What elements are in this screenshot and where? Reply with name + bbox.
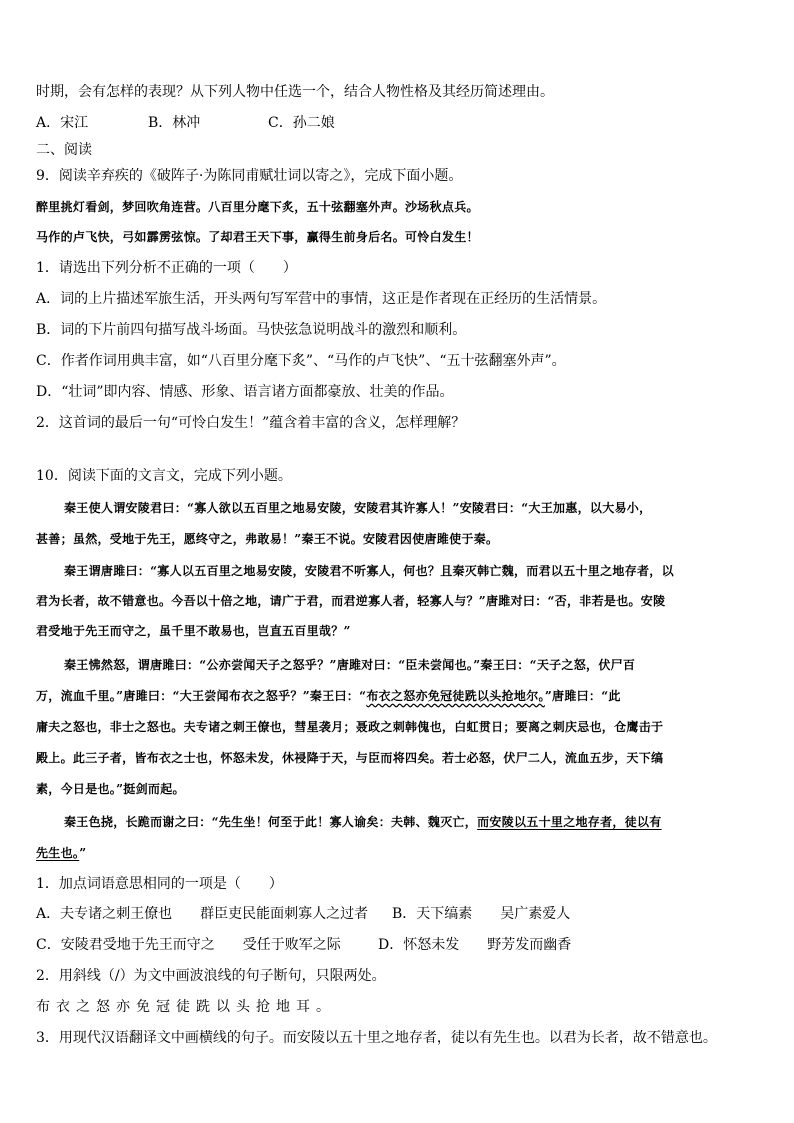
choice-a: A．宋江 xyxy=(36,115,89,131)
q9-option-d: D．“壮词”即内容、情感、形象、语言诸方面都豪放、壮美的作品。 xyxy=(36,384,454,400)
choice-c: C．孙二娘 xyxy=(268,115,335,131)
q10-option-d: D．怀怒未发 野芳发而幽香 xyxy=(378,937,572,953)
q10-passage-p3-line1: 秦王怫然怒，谓唐雎曰：“公亦尝闻天子之怒乎？”唐雎对曰：“臣未尝闻也。”秦王曰：“天子之怒，伏尸百 xyxy=(64,658,636,672)
wavy-underlined-sentence: 布衣之怒亦免冠徒跣以头抢地尔。 xyxy=(366,689,545,703)
q10-sub3: 3．用现代汉语翻译文中画横线的句子。而安陵以五十里之地存者，徒以有先生也。以君为长者，故不错意也。 xyxy=(36,1030,717,1046)
choice-list xyxy=(36,113,758,133)
underlined-sentence-part1: 而安陵以五十里之地存者，徒以有 xyxy=(477,815,662,829)
q10-option-b: B．天下缟素 吴广素爱人 xyxy=(392,906,571,922)
intro-question: 时期，会有怎样的表现？从下列人物中任选一个，结合人物性格及其经历简述理由。 xyxy=(36,84,554,100)
q10-passage-p2-line1: 秦王谓唐雎曰：“寡人以五百里之地易安陵，安陵君不听寡人，何也？且秦灭韩亡魏，而君以五十里之地存者，以 xyxy=(64,564,674,578)
q10-passage-p1-line1: 秦王使人谓安陵君曰：“寡人欲以五百里之地易安陵，安陵君其许寡人！”安陵君曰：“大王加惠，以大易小， xyxy=(64,501,652,515)
q9-sub2: 2．这首词的最后一句“可怜白发生！”蕴含着丰富的含义，怎样理解？ xyxy=(36,415,466,431)
q10-passage-p4-line1 xyxy=(64,812,758,832)
p3-line2-pre: 万，流血千里。”唐雎曰：“大王尝闻布衣之怒乎？”秦王曰：“ xyxy=(36,689,367,703)
q10-passage-p3-line5: 素，今日是也。”挺剑而起。 xyxy=(36,782,185,796)
q10-passage-p2-line2: 君为长者，故不错意也。今吾以十倍之地，请广于君，而君逆寡人者，轻寡人与？”唐雎对曰：“否，非若是也。安陵 xyxy=(36,594,666,608)
q9-option-b: B．词的下片前四句描写战斗场面。马快弦急说明战斗的激烈和顺利。 xyxy=(36,322,467,338)
q10-passage-p1-line2: 甚善；虽然，受地于先王，愿终守之，弗敢易！”秦王不说。安陵君因使唐雎使于秦。 xyxy=(36,532,499,546)
q10-option-c: C．安陵君受地于先王而守之 受任于败军之际 xyxy=(36,937,341,953)
q10-title: 10．阅读下面的文言文，完成下列小题。 xyxy=(36,468,292,484)
q10-passage-p3-line4: 殿上。此三子者，皆布衣之士也，怀怒未发，休祲降于天，与臣而将四矣。若士必怒，伏尸二人，流血五步，天下缟 xyxy=(36,751,664,765)
q10-sub2: 2．用斜线（/）为文中画波浪线的句子断句，只限两处。 xyxy=(36,968,386,984)
underlined-sentence-part2: 先生也。 xyxy=(36,846,80,860)
q9-sub1: 1．请选出下列分析不正确的一项（ ） xyxy=(36,260,297,276)
q9-poem-line2: 马作的卢飞快，弓如霹雳弦惊。了却君王天下事，赢得生前身后名。可怜白发生！ xyxy=(36,230,479,244)
section-title: 二、阅读 xyxy=(36,142,92,158)
q10-options-row2 xyxy=(36,935,758,955)
p4-line1-pre: 秦王色挠，长跪而谢之曰：“先生坐！何至于此！寡人谕矣：夫韩、魏灭亡， xyxy=(64,815,478,829)
q10-options-row1 xyxy=(36,904,758,924)
q10-passage-p3-line3: 庸夫之怒也，非士之怒也。夫专诸之刺王僚也，彗星袭月；聂政之刺韩傀也，白虹贯日；要离之刺庆忌也，仓鹰击于 xyxy=(36,720,664,734)
q10-sub1: 1．加点词语意思相同的一项是（ ） xyxy=(36,876,283,892)
p3-line2-post: ”唐雎曰：“此 xyxy=(544,689,621,703)
q9-option-c: C．作者作词用典丰富，如“八百里分麾下炙”、“马作的卢飞快”、“五十弦翻塞外声”。 xyxy=(36,353,566,369)
p4-line2-post: ” xyxy=(79,846,87,860)
q9-title: 9．阅读辛弃疾的《破阵子·为陈同甫赋壮词以寄之》，完成下面小题。 xyxy=(36,168,463,184)
q9-poem-line1: 醉里挑灯看剑，梦回吹角连营。八百里分麾下炙，五十弦翻塞外声。沙场秋点兵。 xyxy=(36,200,479,214)
q10-passage-p4-line2 xyxy=(36,843,758,863)
q9-option-a: A．词的上片描述军旅生活，开头两句写军营中的事情，这正是作者现在正经历的生活情景。 xyxy=(36,291,607,307)
q10-passage-p2-line3: 君受地于先王而守之，虽千里不敢易也，岂直五百里哉？” xyxy=(36,624,351,638)
choice-b: B．林冲 xyxy=(148,115,201,131)
q10-option-a: A．夫专诸之刺王僚也 群臣吏民能面刺寡人之过者 xyxy=(36,906,369,922)
q10-sub2-text: 布衣之怒亦免冠徒跣以头抢地耳。 xyxy=(36,999,336,1015)
q10-passage-p3-line2 xyxy=(36,686,758,706)
